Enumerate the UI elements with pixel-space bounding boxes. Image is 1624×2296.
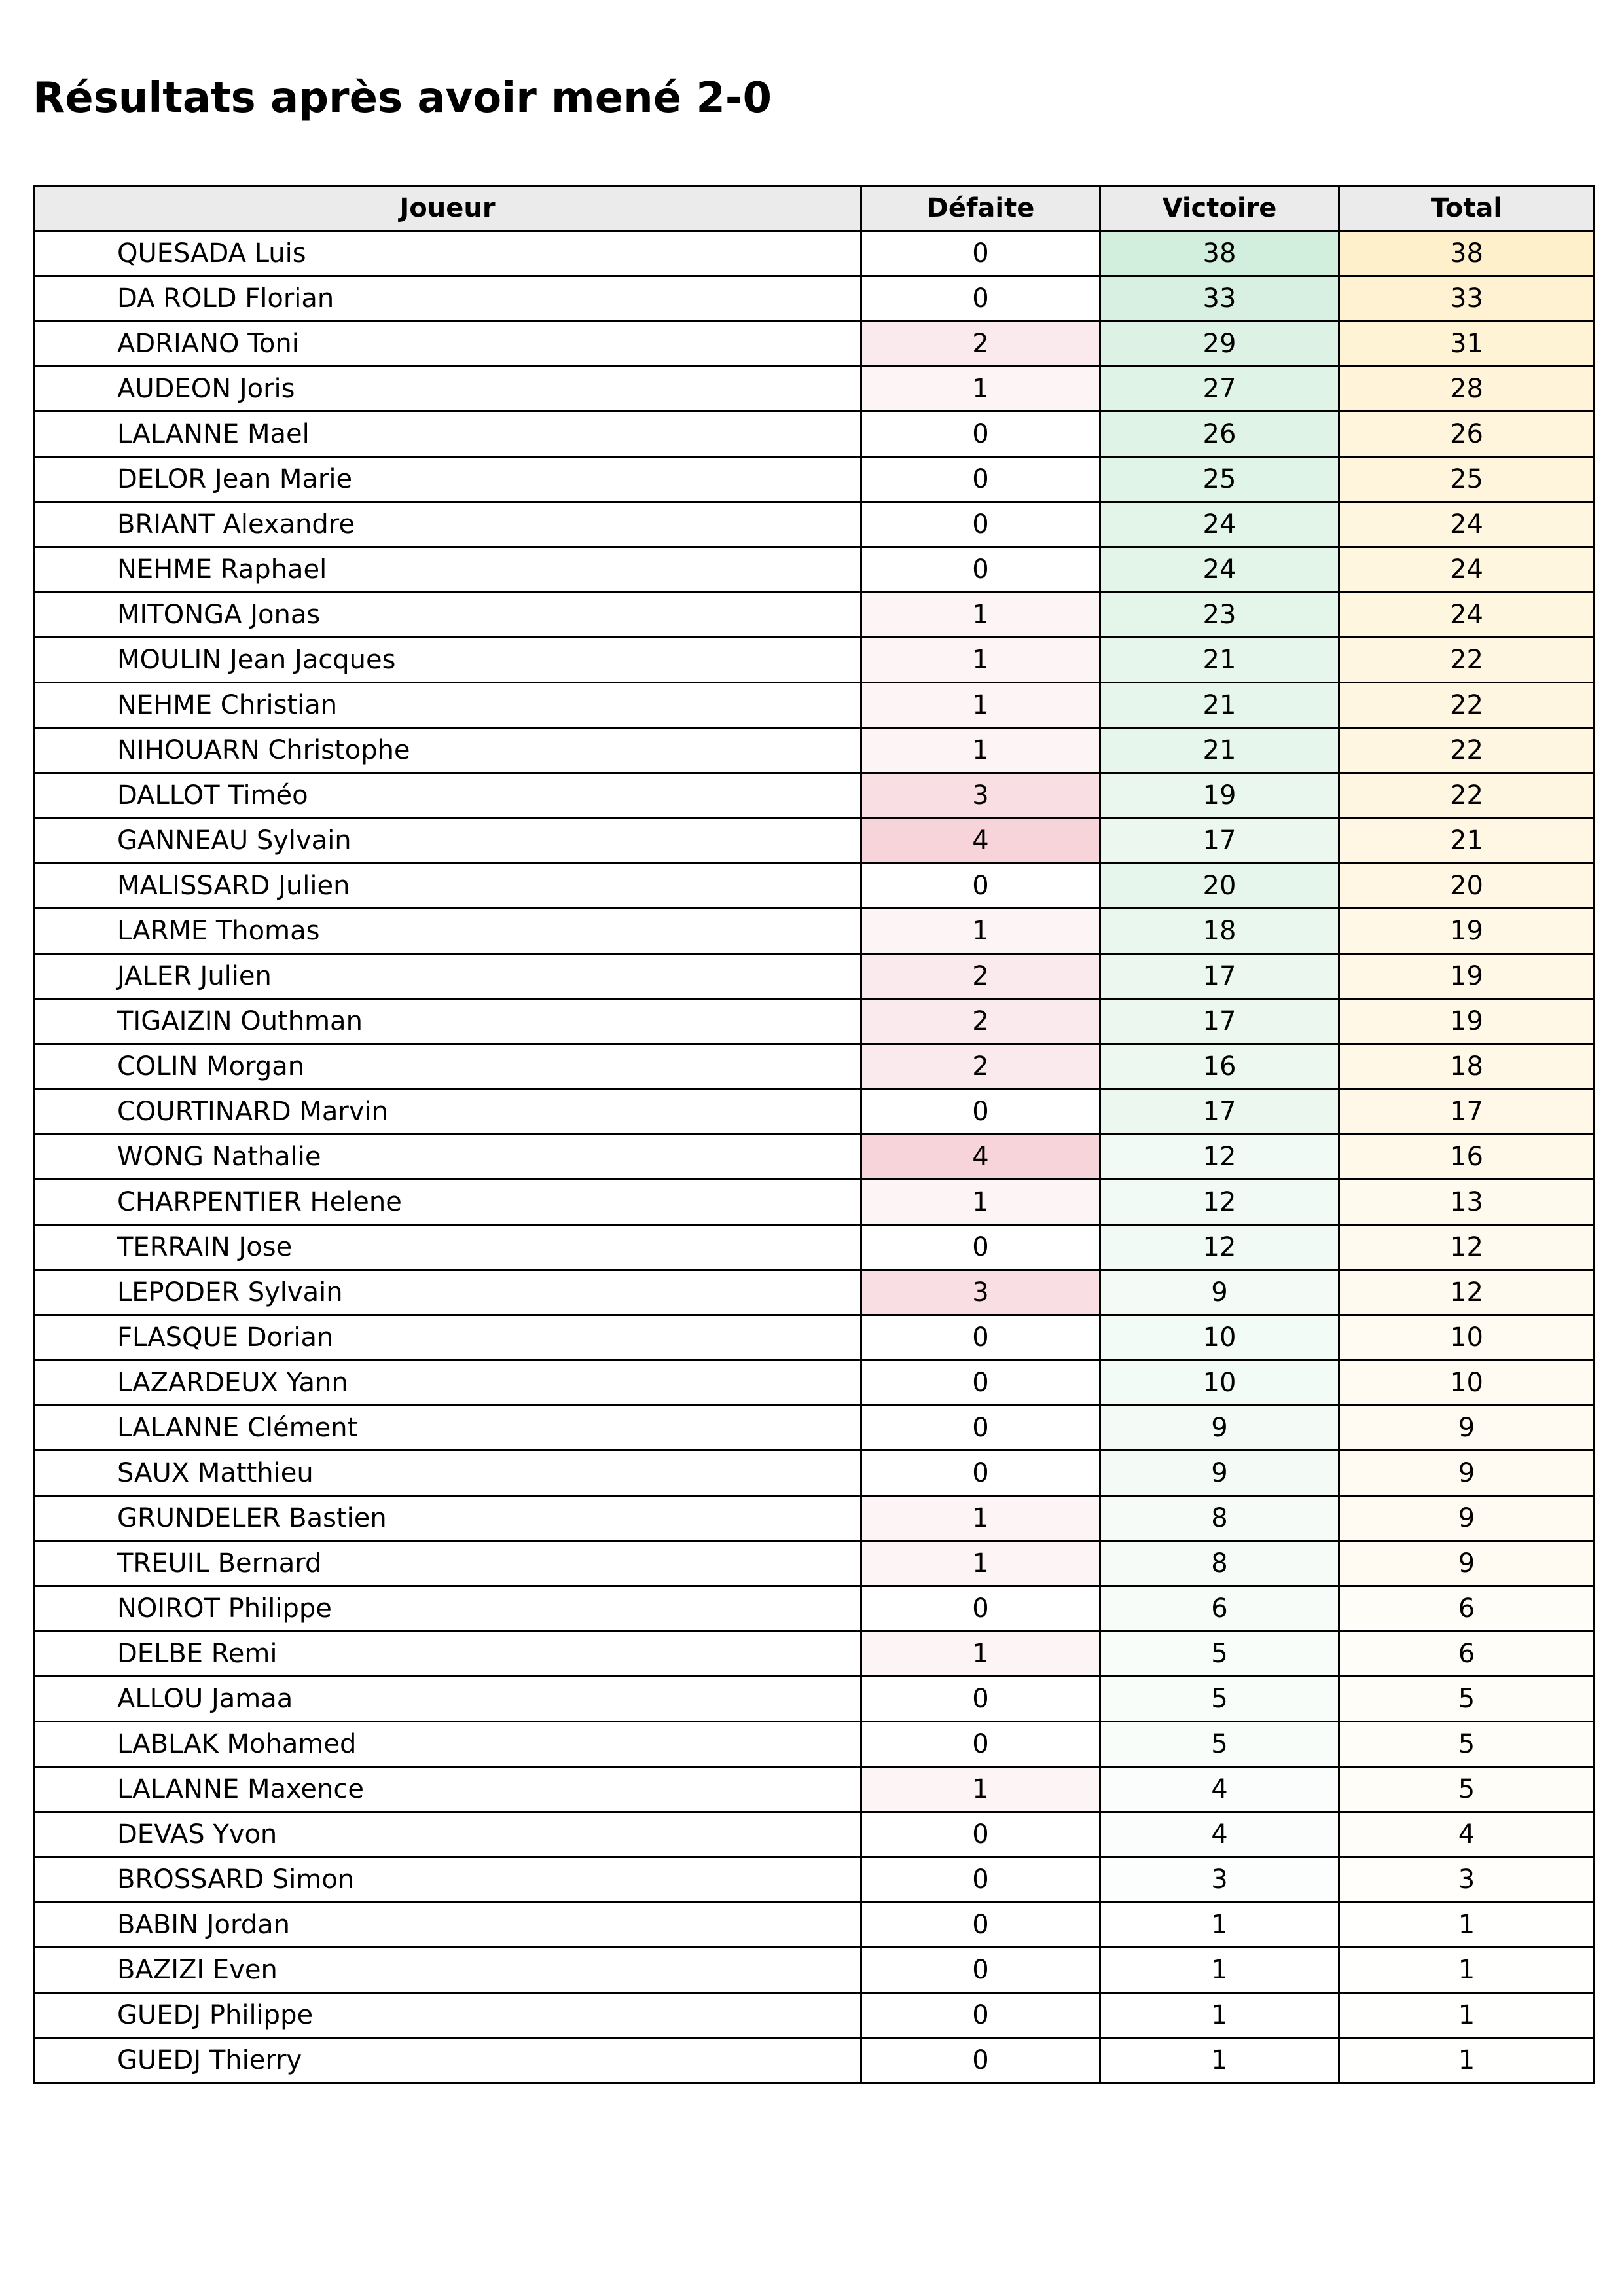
table-row — [34, 773, 1595, 818]
defaite-cell: 0 — [861, 1225, 1100, 1270]
victoire-cell: 25 — [1100, 457, 1339, 502]
player-name-cell: BAZIZI Even — [34, 1948, 861, 1993]
header-total: Total — [1339, 186, 1595, 231]
table-row — [34, 1677, 1595, 1722]
victoire-cell: 17 — [1100, 818, 1339, 864]
table-row — [34, 1406, 1595, 1451]
defaite-cell: 0 — [861, 457, 1100, 502]
total-cell: 22 — [1339, 773, 1595, 818]
defaite-cell: 0 — [861, 1812, 1100, 1857]
total-cell: 1 — [1339, 2038, 1595, 2083]
victoire-cell: 21 — [1100, 683, 1339, 728]
total-cell: 25 — [1339, 457, 1595, 502]
total-cell: 28 — [1339, 367, 1595, 412]
defaite-cell: 0 — [861, 2038, 1100, 2083]
victoire-cell: 5 — [1100, 1631, 1339, 1677]
player-name-cell: DA ROLD Florian — [34, 276, 861, 321]
table-row — [34, 502, 1595, 547]
table-row — [34, 1315, 1595, 1360]
player-name-cell: LALANNE Clément — [34, 1406, 861, 1451]
defaite-cell: 0 — [861, 1406, 1100, 1451]
total-cell: 9 — [1339, 1406, 1595, 1451]
defaite-cell: 1 — [861, 1631, 1100, 1677]
player-name-cell: GUEDJ Thierry — [34, 2038, 861, 2083]
table-row — [34, 1135, 1595, 1180]
defaite-cell: 0 — [861, 1857, 1100, 1903]
player-name-cell: DELOR Jean Marie — [34, 457, 861, 502]
victoire-cell: 1 — [1100, 2038, 1339, 2083]
total-cell: 24 — [1339, 502, 1595, 547]
player-name-cell: MALISSARD Julien — [34, 864, 861, 909]
table-row — [34, 276, 1595, 321]
defaite-cell: 2 — [861, 954, 1100, 999]
table-row — [34, 818, 1595, 864]
table-row — [34, 1225, 1595, 1270]
defaite-cell: 0 — [861, 1586, 1100, 1631]
defaite-cell: 0 — [861, 547, 1100, 592]
victoire-cell: 16 — [1100, 1044, 1339, 1089]
total-cell: 9 — [1339, 1541, 1595, 1586]
table-row — [34, 1180, 1595, 1225]
total-cell: 22 — [1339, 728, 1595, 773]
total-cell: 5 — [1339, 1677, 1595, 1722]
table-row — [34, 728, 1595, 773]
victoire-cell: 9 — [1100, 1270, 1339, 1315]
defaite-cell: 0 — [861, 864, 1100, 909]
victoire-cell: 21 — [1100, 638, 1339, 683]
defaite-cell: 0 — [861, 1993, 1100, 2038]
player-name-cell: AUDEON Joris — [34, 367, 861, 412]
total-cell: 9 — [1339, 1451, 1595, 1496]
player-name-cell: GANNEAU Sylvain — [34, 818, 861, 864]
victoire-cell: 9 — [1100, 1451, 1339, 1496]
player-name-cell: TIGAIZIN Outhman — [34, 999, 861, 1044]
total-cell: 38 — [1339, 231, 1595, 276]
defaite-cell: 0 — [861, 502, 1100, 547]
table-row — [34, 2038, 1595, 2083]
table-row — [34, 1631, 1595, 1677]
victoire-cell: 5 — [1100, 1722, 1339, 1767]
total-cell: 5 — [1339, 1767, 1595, 1812]
victoire-cell: 8 — [1100, 1541, 1339, 1586]
player-name-cell: DEVAS Yvon — [34, 1812, 861, 1857]
defaite-cell: 3 — [861, 1270, 1100, 1315]
victoire-cell: 19 — [1100, 773, 1339, 818]
victoire-cell: 12 — [1100, 1180, 1339, 1225]
defaite-cell: 2 — [861, 1044, 1100, 1089]
victoire-cell: 1 — [1100, 1993, 1339, 2038]
total-cell: 18 — [1339, 1044, 1595, 1089]
defaite-cell: 4 — [861, 1135, 1100, 1180]
total-cell: 19 — [1339, 909, 1595, 954]
table-row — [34, 864, 1595, 909]
table-row — [34, 683, 1595, 728]
victoire-cell: 12 — [1100, 1225, 1339, 1270]
table-row — [34, 321, 1595, 367]
victoire-cell: 1 — [1100, 1948, 1339, 1993]
defaite-cell: 0 — [861, 276, 1100, 321]
table-body — [34, 231, 1595, 2083]
total-cell: 22 — [1339, 638, 1595, 683]
defaite-cell: 1 — [861, 367, 1100, 412]
player-name-cell: WONG Nathalie — [34, 1135, 861, 1180]
defaite-cell: 0 — [861, 1451, 1100, 1496]
defaite-cell: 1 — [861, 683, 1100, 728]
total-cell: 4 — [1339, 1812, 1595, 1857]
victoire-cell: 26 — [1100, 412, 1339, 457]
victoire-cell: 18 — [1100, 909, 1339, 954]
victoire-cell: 23 — [1100, 592, 1339, 638]
table-row — [34, 1451, 1595, 1496]
player-name-cell: BABIN Jordan — [34, 1903, 861, 1948]
table-row — [34, 457, 1595, 502]
player-name-cell: MITONGA Jonas — [34, 592, 861, 638]
table-row — [34, 1089, 1595, 1135]
total-cell: 1 — [1339, 1948, 1595, 1993]
total-cell: 5 — [1339, 1722, 1595, 1767]
player-name-cell: ALLOU Jamaa — [34, 1677, 861, 1722]
player-name-cell: JALER Julien — [34, 954, 861, 999]
victoire-cell: 1 — [1100, 1903, 1339, 1948]
table-row — [34, 367, 1595, 412]
table-row — [34, 1812, 1595, 1857]
victoire-cell: 24 — [1100, 502, 1339, 547]
player-name-cell: LAZARDEUX Yann — [34, 1360, 861, 1406]
victoire-cell: 24 — [1100, 547, 1339, 592]
table-row — [34, 1903, 1595, 1948]
table-row — [34, 1044, 1595, 1089]
player-name-cell: DALLOT Timéo — [34, 773, 861, 818]
defaite-cell: 2 — [861, 999, 1100, 1044]
total-cell: 24 — [1339, 547, 1595, 592]
victoire-cell: 8 — [1100, 1496, 1339, 1541]
header-joueur: Joueur — [34, 186, 861, 231]
table-row — [34, 1496, 1595, 1541]
player-name-cell: LARME Thomas — [34, 909, 861, 954]
defaite-cell: 0 — [861, 412, 1100, 457]
defaite-cell: 0 — [861, 1722, 1100, 1767]
victoire-cell: 17 — [1100, 954, 1339, 999]
table-row — [34, 638, 1595, 683]
table-row — [34, 909, 1595, 954]
table-row — [34, 954, 1595, 999]
player-name-cell: SAUX Matthieu — [34, 1451, 861, 1496]
table-row — [34, 999, 1595, 1044]
total-cell: 9 — [1339, 1496, 1595, 1541]
defaite-cell: 0 — [861, 231, 1100, 276]
total-cell: 19 — [1339, 954, 1595, 999]
total-cell: 26 — [1339, 412, 1595, 457]
defaite-cell: 1 — [861, 909, 1100, 954]
victoire-cell: 12 — [1100, 1135, 1339, 1180]
defaite-cell: 0 — [861, 1903, 1100, 1948]
player-name-cell: NIHOUARN Christophe — [34, 728, 861, 773]
player-name-cell: CHARPENTIER Helene — [34, 1180, 861, 1225]
results-table — [33, 185, 1595, 2084]
victoire-cell: 29 — [1100, 321, 1339, 367]
player-name-cell: NEHME Christian — [34, 683, 861, 728]
total-cell: 31 — [1339, 321, 1595, 367]
total-cell: 12 — [1339, 1225, 1595, 1270]
defaite-cell: 1 — [861, 728, 1100, 773]
table-row — [34, 547, 1595, 592]
victoire-cell: 17 — [1100, 999, 1339, 1044]
total-cell: 13 — [1339, 1180, 1595, 1225]
victoire-cell: 10 — [1100, 1315, 1339, 1360]
table-row — [34, 1948, 1595, 1993]
player-name-cell: BRIANT Alexandre — [34, 502, 861, 547]
player-name-cell: TREUIL Bernard — [34, 1541, 861, 1586]
header-victoire: Victoire — [1100, 186, 1339, 231]
total-cell: 10 — [1339, 1315, 1595, 1360]
header-defaite: Défaite — [861, 186, 1100, 231]
table-row — [34, 412, 1595, 457]
defaite-cell: 1 — [861, 1180, 1100, 1225]
victoire-cell: 38 — [1100, 231, 1339, 276]
defaite-cell: 0 — [861, 1360, 1100, 1406]
total-cell: 1 — [1339, 1903, 1595, 1948]
victoire-cell: 33 — [1100, 276, 1339, 321]
total-cell: 17 — [1339, 1089, 1595, 1135]
player-name-cell: LALANNE Mael — [34, 412, 861, 457]
player-name-cell: ADRIANO Toni — [34, 321, 861, 367]
table-row — [34, 1722, 1595, 1767]
table-row — [34, 1586, 1595, 1631]
victoire-cell: 4 — [1100, 1812, 1339, 1857]
defaite-cell: 1 — [861, 638, 1100, 683]
player-name-cell: QUESADA Luis — [34, 231, 861, 276]
defaite-cell: 1 — [861, 1541, 1100, 1586]
defaite-cell: 1 — [861, 592, 1100, 638]
total-cell: 3 — [1339, 1857, 1595, 1903]
victoire-cell: 4 — [1100, 1767, 1339, 1812]
total-cell: 33 — [1339, 276, 1595, 321]
victoire-cell: 6 — [1100, 1586, 1339, 1631]
player-name-cell: DELBE Remi — [34, 1631, 861, 1677]
defaite-cell: 2 — [861, 321, 1100, 367]
table-row — [34, 1270, 1595, 1315]
table-row — [34, 1541, 1595, 1586]
player-name-cell: LABLAK Mohamed — [34, 1722, 861, 1767]
defaite-cell: 1 — [861, 1496, 1100, 1541]
table-row — [34, 1360, 1595, 1406]
table-row — [34, 231, 1595, 276]
defaite-cell: 0 — [861, 1948, 1100, 1993]
player-name-cell: LEPODER Sylvain — [34, 1270, 861, 1315]
defaite-cell: 0 — [861, 1677, 1100, 1722]
table-row — [34, 1857, 1595, 1903]
player-name-cell: BROSSARD Simon — [34, 1857, 861, 1903]
victoire-cell: 10 — [1100, 1360, 1339, 1406]
defaite-cell: 4 — [861, 818, 1100, 864]
defaite-cell: 1 — [861, 1767, 1100, 1812]
victoire-cell: 21 — [1100, 728, 1339, 773]
defaite-cell: 0 — [861, 1089, 1100, 1135]
total-cell: 12 — [1339, 1270, 1595, 1315]
total-cell: 1 — [1339, 1993, 1595, 2038]
table-row — [34, 592, 1595, 638]
player-name-cell: COLIN Morgan — [34, 1044, 861, 1089]
total-cell: 24 — [1339, 592, 1595, 638]
total-cell: 19 — [1339, 999, 1595, 1044]
victoire-cell: 9 — [1100, 1406, 1339, 1451]
player-name-cell: NEHME Raphael — [34, 547, 861, 592]
player-name-cell: COURTINARD Marvin — [34, 1089, 861, 1135]
player-name-cell: GUEDJ Philippe — [34, 1993, 861, 2038]
table-row — [34, 1993, 1595, 2038]
defaite-cell: 0 — [861, 1315, 1100, 1360]
total-cell: 22 — [1339, 683, 1595, 728]
player-name-cell: TERRAIN Jose — [34, 1225, 861, 1270]
total-cell: 21 — [1339, 818, 1595, 864]
table-row — [34, 1767, 1595, 1812]
player-name-cell: LALANNE Maxence — [34, 1767, 861, 1812]
total-cell: 10 — [1339, 1360, 1595, 1406]
total-cell: 6 — [1339, 1631, 1595, 1677]
total-cell: 6 — [1339, 1586, 1595, 1631]
total-cell: 20 — [1339, 864, 1595, 909]
victoire-cell: 27 — [1100, 367, 1339, 412]
victoire-cell: 5 — [1100, 1677, 1339, 1722]
player-name-cell: NOIROT Philippe — [34, 1586, 861, 1631]
victoire-cell: 20 — [1100, 864, 1339, 909]
victoire-cell: 17 — [1100, 1089, 1339, 1135]
defaite-cell: 3 — [861, 773, 1100, 818]
victoire-cell: 3 — [1100, 1857, 1339, 1903]
player-name-cell: MOULIN Jean Jacques — [34, 638, 861, 683]
player-name-cell: FLASQUE Dorian — [34, 1315, 861, 1360]
page-title: Résultats après avoir mené 2-0 — [33, 74, 772, 122]
player-name-cell: GRUNDELER Bastien — [34, 1496, 861, 1541]
header-row — [34, 186, 1595, 231]
total-cell: 16 — [1339, 1135, 1595, 1180]
